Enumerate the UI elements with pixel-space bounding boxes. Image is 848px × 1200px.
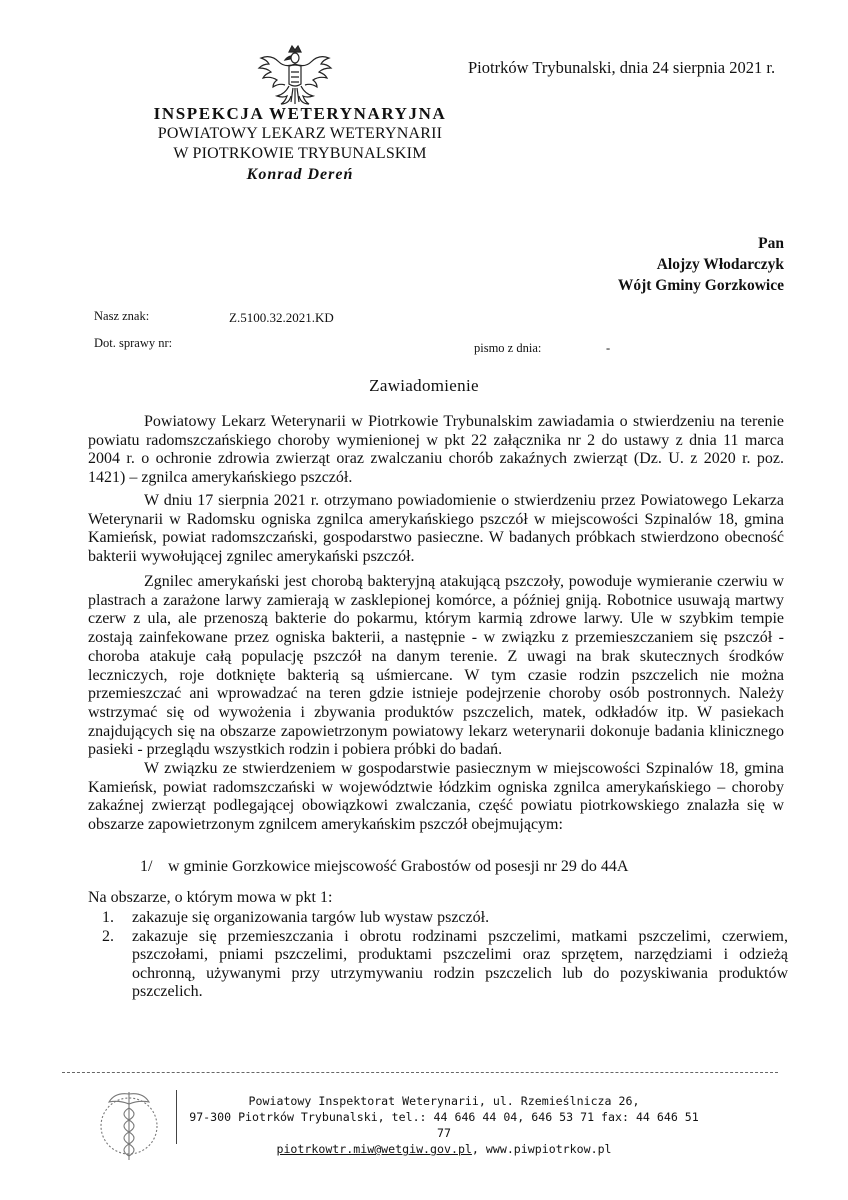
office-title-line-2: W PIOTRKOWIE TRYBUNALSKIM (173, 145, 427, 162)
body-paragraph-1: Powiatowy Lekarz Weterynarii w Piotrkowie Trybunalskim zawiadamia o stwierdzeniu na terenie powiatu radomszczańskiego choroby wymienionej w pkt 22 załącznika nr 2 do ustawy z dnia 11 marca 2004 r. o ochronie zdrowia zwierząt oraz zwalczaniu chorób zakaźnych zwierząt (Dz. U. z 2020 r. poz. 1421) – zgnilca amerykańskiego pszczół. (88, 413, 784, 487)
body-paragraph-4: W związku ze stwierdzeniem w gospodarstwie pasiecznym w miejscowości Szpinalów 18, gmina Kamieńsk, powiat radomszczański w województwie łódzkim ogniska zgnilca amerykańskiego – choroby zakaźnej zwierząt podlegającej obowiązkowi zwalczania, część powiatu piotrkowskiego znalazła się w obszarze zapowietrzonym zgnilcem amerykańskim pszczół obejmującym: (88, 760, 784, 834)
recipient-name: Alojzy Włodarczyk (656, 256, 784, 273)
footer-website-link[interactable]: www.piwpiotrkow.pl (485, 1142, 612, 1156)
list-item-number: 1. (102, 909, 114, 926)
affected-area-number: 1/ (140, 858, 153, 875)
measures-intro: Na obszarze, o którym mowa w pkt 1: (88, 889, 333, 906)
our-reference-label: Nasz znak: (94, 309, 150, 323)
recipient-salutation: Pan (758, 235, 784, 252)
place-and-date: Piotrków Trybunalski, dnia 24 sierpnia 2021 r. (468, 58, 776, 77)
official-name: Konrad Dereń (246, 166, 354, 183)
footer-separator (176, 1090, 177, 1144)
affected-area-text: w gminie Gorzkowice miejscowość Grabostów od posesji nr 29 do 44A (168, 858, 629, 875)
list-item (88, 928, 788, 1002)
body-paragraph-3: Zgnilec amerykański jest chorobą bakteryjną atakującą pszczoły, powoduje wymieranie czerwiu w plastrach a zarażone larwy zamierają w zasklepionej komórce, a później gniją. Robotnice usuwają martwy czerw z ula, ale przenoszą bakterie do pokarmu, którym karmią zdrowe larwy. Ule w szybkim tempie zostają zainfekowane przez ogniska bakterii, a następnie - w związku z przemieszczaniem się pszczół - choroba atakuje całą populację pszczół na danym terenie. Z uwagi na brak skutecznych środków leczniczych, roje dotknięte bakterią są uśmiercane. W tym czasie rodzin pszczelich nie można przemieszczać ani wprowadzać na teren gdzie istnieje podejrzenie choroby osób postronnych. Należy wstrzymać się od wywożenia i zbywania produktów pszczelich, matek, odkładów itp. W pasiekach znajdujących się na obszarze zapowietrzonym powiatowy lekarz weterynarii dokonuje badania klinicznego pasieki - przeglądu wszystkich rodzin i pobiera próbki do badań. (88, 573, 784, 759)
body-paragraph-2: W dniu 17 sierpnia 2021 r. otrzymano powiadomienie o stwierdzeniu przez Powiatowego Lekarza Weterynarii w Radomsku ogniska zgnilca amerykańskiego pszczół w miejscowości Szpinalów 18, gmina Kamieńsk, powiat radomszczański, gospodarstwo pasieczne. W badanych próbkach stwierdzono obecność bakterii wywołującej zgnilec amerykański pszczół. (88, 492, 784, 566)
measures-list (88, 909, 788, 1002)
letter-date-value: - (606, 341, 611, 355)
footer-link-separator: , (471, 1142, 486, 1156)
our-reference-value: Z.5100.32.2021.KD (229, 310, 334, 325)
recipient-block (618, 233, 784, 296)
sender-block (120, 104, 480, 186)
document-subject: Zawiadomienie (369, 376, 479, 395)
office-title-line-1: POWIATOWY LEKARZ WETERYNARII (157, 125, 443, 142)
institution-name: INSPEKCJA WETERYNARYJNA (153, 104, 447, 123)
affected-area-item (140, 858, 628, 876)
recipient-position: Wójt Gminy Gorzkowice (617, 277, 784, 294)
caduceus-logo-icon (98, 1086, 160, 1166)
footer-address: Powiatowy Inspektorat Weterynarii, ul. Rzemieślnicza 26, (248, 1094, 640, 1108)
footer-contact (184, 1093, 704, 1157)
list-item-text: zakazuje się organizowania targów lub wystaw pszczół. (132, 909, 490, 926)
footer-email-link[interactable]: piotrkowtr.miw@wetgiw.gov.pl (276, 1142, 472, 1156)
list-item-text: zakazuje się przemieszczania i obrotu rodzinami pszczelimi, matkami pszczelimi, czerwiem, pszczołami, pniami pszczelimi, produktami pszczelimi oraz sprzętem, narzędziami i odzieżą ochronną, używanymi przy utrzymywaniu rodzin pszczelich lub do pozyskiwania produktów pszczelich. (132, 927, 788, 1001)
case-number-label: Dot. sprawy nr: (94, 336, 173, 350)
letter-date-label: pismo z dnia: (474, 341, 542, 355)
footer-phones: 97-300 Piotrków Trybunalski, tel.: 44 646 44 04, 646 53 71 fax: 44 646 51 77 (189, 1110, 699, 1140)
list-item-number: 2. (102, 927, 114, 945)
list-item (88, 909, 788, 928)
polish-eagle-emblem-icon (255, 42, 335, 110)
footer-web (184, 1141, 704, 1157)
footer-divider (62, 1072, 778, 1073)
